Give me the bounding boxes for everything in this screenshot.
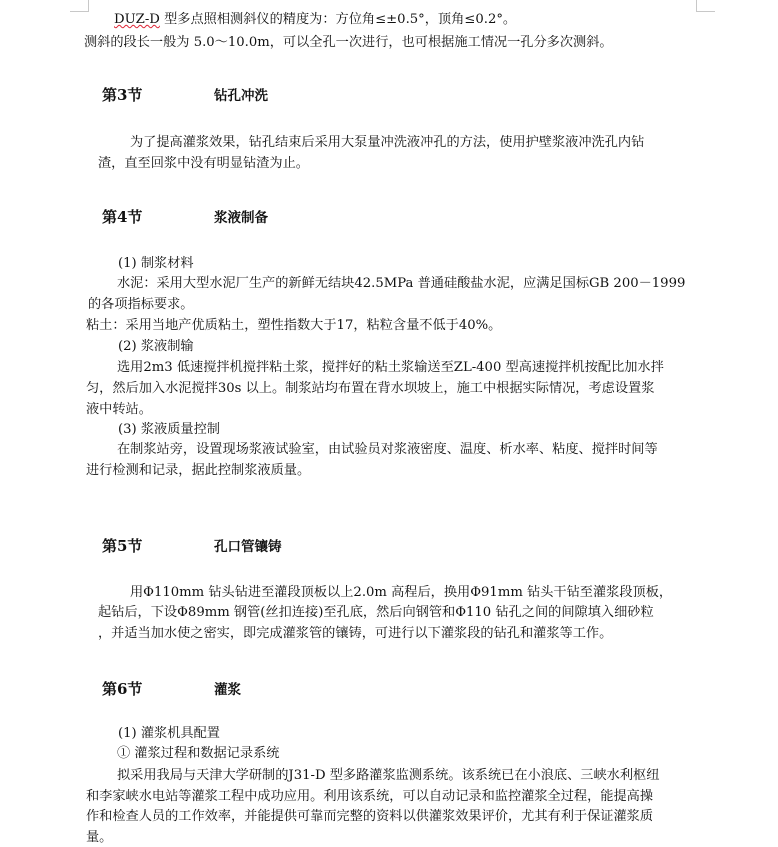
paragraph-line: 量。	[86, 830, 113, 845]
list-item-heading: (3) 浆液质量控制	[118, 422, 220, 437]
paragraph-line: 在制浆站旁，设置现场浆液试验室，由试验员对浆液密度、温度、析水率、粘度、搅拌时间等	[117, 442, 658, 457]
section-title: 钻孔冲洗	[214, 88, 268, 104]
list-item-heading: (1) 灌浆机具配置	[118, 726, 220, 741]
paragraph-line: 液中转站。	[86, 402, 152, 417]
section-number: 第5节	[102, 537, 143, 555]
section-number: 第6节	[102, 680, 143, 698]
page-corner-mark	[696, 0, 715, 12]
paragraph-line: 作和检查人员的工作效率，并能提供可靠而完整的资料以供灌浆效果评价，尤其有利于保证灌浆质	[86, 809, 654, 824]
paragraph-line: 选用2m3 低速搅拌机搅拌粘土浆，搅拌好的粘土浆输送至ZL-400 型高速搅拌机按配比加水拌	[117, 360, 664, 375]
section-title: 浆液制备	[214, 210, 268, 226]
paragraph-line: 渣，直至回浆中没有明显钻渣为止。	[98, 156, 309, 171]
list-item-heading: ① 灌浆过程和数据记录系统	[117, 746, 280, 761]
page-corner-mark	[70, 0, 89, 12]
section-title: 孔口管镶铸	[214, 539, 282, 555]
paragraph-line: 测斜的段长一般为 5.0～10.0m，可以全孔一次进行，也可根据施工情况一孔分多次测斜。	[84, 35, 613, 50]
paragraph-line: 进行检测和记录，据此控制浆液质量。	[86, 463, 311, 478]
section-number: 第4节	[102, 208, 143, 226]
paragraph-line: 用Φ110mm 钻头钻进至灌段顶板以上2.0m 高程后，换用Φ91mm 钻头干钻至灌浆段顶板，	[130, 585, 673, 600]
paragraph-line: 为了提高灌浆效果，钻孔结束后采用大泵量冲洗液冲孔的方法，使用护壁浆液冲洗孔内钻	[130, 135, 645, 150]
text-run: 型多点照相测斜仪的精度为：方位角≤±0.5°，顶角≤0.2°。	[159, 12, 517, 27]
section-number: 第3节	[102, 86, 143, 104]
paragraph-line: 水泥：采用大型水泥厂生产的新鲜无结块42.5MPa 普通硅酸盐水泥，应满足国标GB 200－1999	[117, 276, 686, 291]
paragraph-line: 粘土：采用当地产优质粘土，塑性指数大于17，粘粒含量不低于40%。	[86, 318, 502, 333]
list-item-heading: (2) 浆液制输	[118, 339, 194, 354]
paragraph-line: 拟采用我局与天津大学研制的J31-D 型多路灌浆监测系统。该系统已在小浪底、三峡水利枢纽	[117, 768, 660, 783]
model-name: DUZ-D	[114, 12, 160, 27]
paragraph-line	[114, 11, 516, 29]
paragraph-line: ，并适当加水使之密实，即完成灌浆管的镶铸，可进行以下灌浆段的钻孔和灌浆等工作。	[98, 626, 613, 641]
section-heading	[102, 678, 241, 699]
paragraph-line: 和李家峡水电站等灌浆工程中成功应用。利用该系统，可以自动记录和监控灌浆全过程，能提高操	[86, 789, 654, 804]
section-heading	[102, 535, 282, 556]
paragraph-line: 的各项指标要求。	[88, 297, 194, 312]
paragraph-line: 起钻后，下设Φ89mm 钢管(丝扣连接)至孔底，然后向钢管和Φ110 钻孔之间的间隙填入细砂粒	[98, 605, 654, 620]
section-heading	[102, 206, 268, 227]
section-heading	[102, 84, 268, 105]
section-title: 灌浆	[214, 682, 241, 698]
list-item-heading: (1) 制浆材料	[118, 256, 194, 271]
paragraph-line: 匀，然后加入水泥搅拌30s 以上。制浆站均布置在背水坝坡上，施工中根据实际情况，考虑设置浆	[86, 381, 655, 396]
